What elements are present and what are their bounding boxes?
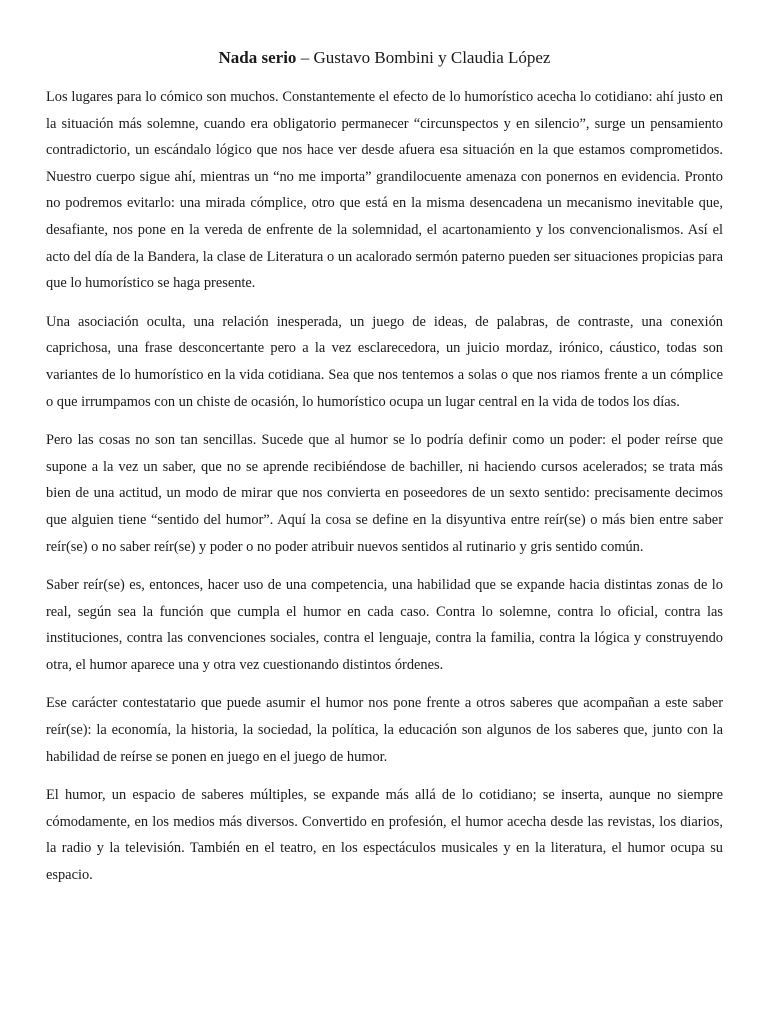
paragraph-6: El humor, un espacio de saberes múltiples, se expande más allá de lo cotidiano; se inserta, aunque no siempre cómodamente, en los medios más diversos. Convertido en profesión, el humor acecha desde las revistas, los diarios, la radio y la televisión. También en el teatro, en los espectáculos musicales y en la literatura, el humor ocupa su espacio.: [46, 787, 723, 884]
title-authors: – Gustavo Bombini y Claudia López: [296, 48, 551, 67]
paragraph-1: Los lugares para lo cómico son muchos. Constantemente el efecto de lo humorístico acecha lo cotidiano: ahí justo en la situación más solemne, cuando era obligatorio permanecer “circunspectos y en silencio”, surge un pensamiento contradictorio, un escándalo lógico que nos hace ver desde afuera esa situación en la que estamos comprometidos. Nuestro cuerpo sigue ahí, mientras un “no me importa” grandilocuente amenaza con ponernos en evidencia. Pronto no podremos evitarlo: una mirada cómplice, otro que está en la misma desencadena un mecanismo inevitable que, desafiante, nos pone en la vereda de enfrente de la solemnidad, el acartonamiento y los convencionalismos. Así el acto del día de la Bandera, la clase de Literatura o un acalorado sermón paterno pueden ser situaciones propicias para que lo humorístico se haga presente.: [46, 89, 723, 292]
document-page: [46, 46, 723, 901]
document-title: [46, 46, 723, 70]
paragraph-3: Pero las cosas no son tan sencillas. Sucede que al humor se lo podría definir como un poder: el poder reírse que supone a la vez un saber, que no se aprende recibiéndose de bachiller, ni haciendo cursos acelerados; se trata más bien de una actitud, un modo de mirar que nos convierta en poseedores de un sexto sentido: precisamente decimos que alguien tiene “sentido del humor”. Aquí la cosa se define en la disyuntiva entre reír(se) o más bien entre saber reír(se) o no saber reír(se) y poder o no poder atribuir nuevos sentidos al rutinario y gris sentido común.: [46, 432, 723, 555]
paragraph-4: Saber reír(se) es, entonces, hacer uso de una competencia, una habilidad que se expande hacia distintas zonas de lo real, según sea la función que cumpla el humor en cada caso. Contra lo solemne, contra lo oficial, contra las instituciones, contra las convenciones sociales, contra el lenguaje, contra la familia, contra la lógica y construyendo otra, el humor aparece una y otra vez cuestionando distintos órdenes.: [46, 577, 723, 673]
paragraph-2: Una asociación oculta, una relación inesperada, un juego de ideas, de palabras, de contraste, una conexión caprichosa, una frase desconcertante pero a la vez esclarecedora, un juicio mordaz, irónico, cáustico, todas son variantes de lo humorístico en la vida cotidiana. Sea que nos tentemos a solas o que nos riamos frente a un cómplice o que irrumpamos con un chiste de ocasión, lo humorístico ocupa un lugar central en la vida de todos los días.: [46, 313, 723, 410]
paragraph-5: Ese carácter contestatario que puede asumir el humor nos pone frente a otros saberes que acompañan a este saber reír(se): la economía, la historia, la sociedad, la política, la educación son algunos de los saberes que, junto con la habilidad de reírse se ponen en juego en el juego de humor.: [46, 695, 723, 765]
title-work: Nada serio: [218, 48, 297, 67]
